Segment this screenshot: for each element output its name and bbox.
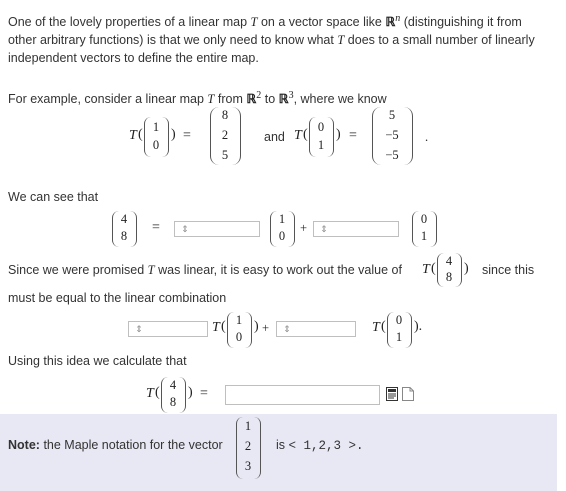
note-maple-code: < 1,2,3 >.	[288, 439, 364, 453]
calc-label: Using this idea we calculate that	[8, 354, 187, 368]
since-text-a: Since we were promised	[8, 263, 145, 277]
intro-line1-end: (distinguishing it from	[403, 15, 522, 30]
intro-line2: other arbitrary functions) is that we only need to know what	[8, 33, 334, 48]
calc-equals: =	[200, 386, 208, 401]
note-vec-2: 3	[244, 459, 252, 473]
combo-T2-open: (	[381, 319, 386, 334]
math-n: n	[395, 13, 401, 24]
intro-line2-end: does to a small number of linearly	[347, 33, 535, 48]
intro-line3: independent vectors to define the entire map.	[8, 51, 259, 66]
combo-T1: T	[212, 320, 220, 335]
see-e2-0: 0	[420, 212, 428, 226]
document-icon[interactable]	[402, 387, 414, 401]
eq1-out-rparen	[232, 107, 241, 165]
combo-e2-1: 1	[395, 330, 403, 344]
see-lhs-0: 4	[120, 212, 128, 226]
combo-e1-0: 1	[235, 313, 243, 327]
calc-vec-0: 4	[169, 378, 177, 392]
eq2-period: .	[425, 130, 429, 144]
calc-vec-1: 8	[169, 395, 177, 409]
intro-line1: One of the lovely properties of a linear map	[8, 15, 248, 30]
eq1-open-paren: (	[138, 127, 143, 142]
eq2-out-rparen	[404, 107, 413, 165]
note-maple	[276, 438, 364, 453]
eq1-in-rparen	[162, 117, 169, 157]
note-bold: Note:	[8, 438, 40, 452]
eq2-in-1: 1	[317, 138, 325, 152]
math-R2: ℝ	[246, 92, 257, 107]
example-text-end: , where we know	[293, 92, 387, 107]
to-word: to	[264, 92, 276, 107]
combo-e1-1: 0	[235, 330, 243, 344]
and-word: and	[264, 130, 285, 144]
since-vec-rparen	[455, 253, 462, 287]
since-vec-T: T	[422, 262, 430, 277]
spinner-icon: ⇕	[283, 324, 291, 334]
math-T-3: T	[207, 92, 215, 107]
see-e2-rparen	[430, 211, 437, 247]
eq1-T: T	[129, 128, 137, 143]
math-T: T	[250, 15, 258, 30]
note-text	[8, 438, 223, 452]
see-lhs-rparen	[130, 211, 137, 247]
since-vec-0: 4	[445, 254, 453, 268]
eq2-equals: =	[349, 128, 357, 143]
see-e2-1: 1	[420, 229, 428, 243]
since-line2: must be equal to the linear combination	[8, 291, 227, 305]
see-equals: =	[152, 220, 160, 235]
eq2-in-rparen	[327, 117, 334, 157]
spinner-icon: ⇕	[181, 224, 189, 234]
combo-T1-close: )	[254, 319, 259, 334]
answer-input[interactable]	[225, 385, 380, 405]
eq2-out-1: −5	[385, 128, 399, 142]
combo-plus: +	[262, 321, 270, 335]
eq2-open-paren: (	[303, 127, 308, 142]
since-T: T	[147, 263, 155, 277]
exp-3: 3	[288, 90, 294, 101]
see-e1-0: 1	[278, 212, 286, 226]
see-e1-rparen	[288, 211, 295, 247]
combo-e1-rparen	[245, 312, 252, 348]
combo-e2-0: 0	[395, 313, 403, 327]
combo-T2: T	[372, 320, 380, 335]
note-is: is	[276, 438, 286, 452]
intro-on-space: on a vector space like	[260, 15, 382, 30]
see-lhs-1: 8	[120, 229, 128, 243]
exp-2: 2	[256, 90, 262, 101]
math-T-2: T	[337, 33, 345, 48]
since-vec-1: 8	[445, 270, 453, 284]
eq2-out-2: −5	[385, 148, 399, 162]
eq2-in-0: 0	[317, 120, 325, 134]
math-R3: ℝ	[278, 92, 289, 107]
eq2-out-0: 5	[388, 108, 396, 122]
eq2-T: T	[294, 128, 302, 143]
eq1-close-paren: )	[171, 127, 176, 142]
eq1-out-1: 2	[221, 128, 229, 142]
math-Rn: ℝ	[385, 15, 396, 30]
note-vec-rparen	[254, 417, 261, 479]
preview-icon[interactable]	[386, 387, 398, 401]
see-plus: +	[300, 221, 308, 235]
combo-e2-rparen	[405, 312, 412, 348]
calc-open: (	[155, 385, 160, 400]
note-vec-0: 1	[244, 419, 252, 433]
example-text: For example, consider a linear map	[8, 92, 204, 107]
eq1-in-0: 1	[152, 120, 160, 134]
eq1-in-1: 0	[152, 138, 160, 152]
calc-vec-rparen	[179, 377, 186, 413]
example-line	[8, 87, 387, 108]
eq1-equals: =	[183, 128, 191, 143]
since-text-end: since this	[482, 263, 535, 277]
spinner-icon: ⇕	[320, 224, 328, 234]
since-vec-close: )	[464, 261, 469, 276]
spinner-icon: ⇕	[135, 324, 143, 334]
since-text-b: was linear, it is easy to work out the value of	[158, 263, 402, 277]
see-label: We can see that	[8, 190, 99, 204]
since-line1	[8, 263, 402, 278]
from-word: from	[217, 92, 243, 107]
since-vec-open: (	[431, 261, 436, 276]
calc-T: T	[146, 386, 154, 401]
see-e1-1: 0	[278, 229, 286, 243]
eq1-out-0: 8	[221, 108, 229, 122]
combo-T2-close: ).	[414, 319, 423, 334]
note-vec-1: 2	[244, 439, 252, 453]
combo-T1-open: (	[221, 319, 226, 334]
intro-paragraph	[8, 10, 560, 67]
note-body: the Maple notation for the vector	[43, 438, 223, 452]
eq2-close-paren: )	[336, 127, 341, 142]
eq1-out-2: 5	[221, 148, 229, 162]
calc-close: )	[188, 385, 193, 400]
